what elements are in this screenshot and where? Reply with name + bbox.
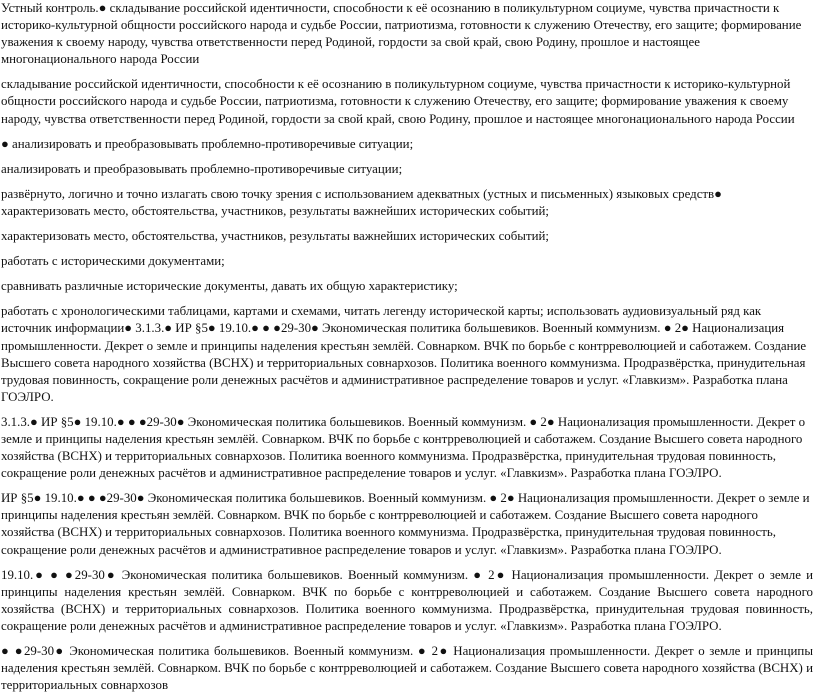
- paragraph-analyze: анализировать и преобразовывать проблемно-противоречивые ситуации;: [1, 161, 403, 176]
- paragraph-chronology: работать с хронологическими таблицами, картами и схемами, читать легенду исторической карты; использовать аудиовизуальный ряд как источник информации● 3.1.3.● ИР §5● 19.10.● ● ●29-30● Экономическая политика большевиков. Военный коммунизм. ● 2● Национализация промышленности. Декрет о земле и принципы наделения крестьян землёй. Совнарком. ВЧК по борьбе с контрреволюцией и саботажем. Создание Высшего совета народного хозяйства (ВСНХ) и территориальных совнархозов. Политика военного коммунизма. Продразвёрстка, принудительная трудовая повинность, сокращение роли денежных расчётов и административное распределение товаров и услуг. «Главкизм». Разработка плана ГОЭЛРО.: [1, 304, 807, 404]
- paragraph-lesson-313: 3.1.3.● ИР §5● 19.10.● ● ●29-30● Экономическая политика большевиков. Военный коммунизм. ● 2● Национализация промышленности. Декрет о земле и принципы наделения крестьян землёй. Совнарком. ВЧК по борьбе с контрреволюцией и саботажем. Создание Высшего совета народного хозяйства (ВСНХ) и территориальных совнархозов. Политика военного коммунизма. Продразвёрстка, принудительная трудовая повинность, сокращение роли денежных расчётов и административное распределение товаров и услуг. «Главкизм». Разработка плана ГОЭЛРО.: [1, 414, 806, 481]
- paragraph-compare: сравнивать различные исторические документы, давать их общую характеристику;: [1, 279, 458, 294]
- paragraph-lesson-1910: 19.10.● ● ●29-30● Экономическая политика большевиков. Военный коммунизм. ● 2● Национализация промышленности. Декрет о земле и принципы наделения крестьян землёй. Совнарком. ВЧК по борьбе с контрреволюцией и саботажем. Создание Высшего совета народного хозяйства (ВСНХ) и территориальных совнархозов. Политика военного коммунизма. Продразвёрстка, принудительная трудовая повинность, сокращение роли денежных расчётов и административное распределение товаров и услуг. «Главкизм». Разработка плана ГОЭЛРО.: [1, 567, 813, 633]
- paragraph-oral-control: Устный контроль.● складывание российской идентичности, способности к её осознанию в поликультурном социуме, чувства причастности к историко-культурной общности российского народа и судьбе России, патриотизма, готовности к служению Отечеству, его защите; формирование уважения к своему народу, чувства ответственности перед Родиной, гордости за свой край, свою Родину, прошлое и настоящее многонационального народа России: [1, 1, 802, 67]
- paragraph-documents: работать с историческими документами;: [1, 254, 225, 269]
- paragraph-analyze-bullet: ● анализировать и преобразовывать проблемно-противоречивые ситуации;: [1, 136, 414, 151]
- paragraph-identity: складывание российской идентичности, способности к её осознанию в поликультурном социуме, чувства причастности к историко-культурной общности российского народа и судьбе России, патриотизма, готовности к служению Отечеству, его защите; формирование уважения к своему народу, чувства ответственности перед Родиной, гордости за свой край, свою Родину, прошлое и настоящее многонационального народа России: [1, 77, 795, 126]
- paragraph-lesson-ir5: ИР §5● 19.10.● ● ●29-30● Экономическая политика большевиков. Военный коммунизм. ● 2● Национализация промышленности. Декрет о земле и принципы наделения крестьян землёй. Совнарком. ВЧК по борьбе с контрреволюцией и саботажем. Создание Высшего совета народного хозяйства (ВСНХ) и территориальных совнархозов. Политика военного коммунизма. Продразвёрстка, принудительная трудовая повинность, сокращение роли денежных расчётов и административное распределение товаров и услуг. «Главкизм». Разработка плана ГОЭЛРО.: [1, 491, 810, 557]
- paragraph-lesson-2930: ● ●29-30● Экономическая политика большевиков. Военный коммунизм. ● 2● Национализация промышленности. Декрет о земле и принципы наделения крестьян землёй. Совнарком. ВЧК по борьбе с контрреволюцией и саботажем. Создание Высшего совета народного хозяйства (ВСНХ) и территориальных совнархозов: [1, 644, 813, 693]
- paragraph-characterize: характеризовать место, обстоятельства, участников, результаты важнейших исторических событий;: [1, 229, 549, 244]
- paragraph-express-view: развёрнуто, логично и точно излагать свою точку зрения с использованием адекватных (устных и письменных) языковых средств● характеризовать место, обстоятельства, участников, результаты важнейших исторических событий;: [1, 186, 722, 218]
